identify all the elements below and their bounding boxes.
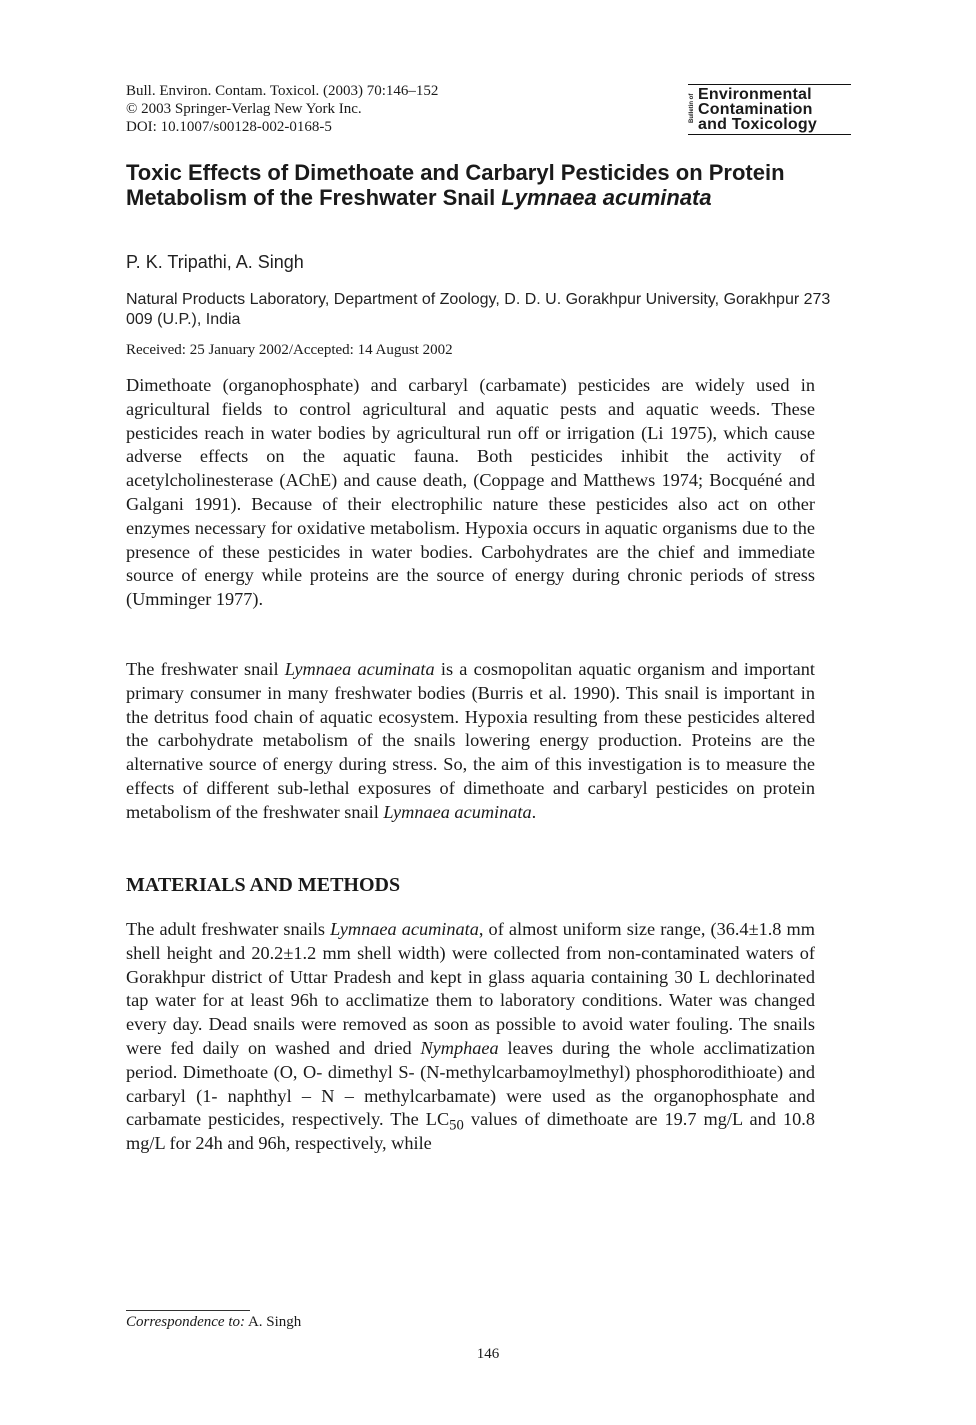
logo-line-1: Environmental bbox=[698, 86, 812, 103]
citation-block bbox=[126, 82, 438, 136]
paragraph-snail: The freshwater snail Lymnaea acuminata is a cosmopolitan aquatic organism and important primary consumer in many freshwater bodies (Burris et al. 1990). This snail is important in the detritus food chain of aquatic ecosystem. Hypoxia resulting from these pesticides altered the carbohydrate metabolism of the snails lowering energy production. Proteins are the alternative source of energy during stress. So, the aim of this investigation is to measure the effects of different sub-lethal exposures of dimethoate and carbaryl pesticides on protein metabolism of the freshwater snail Lymnaea acuminata. bbox=[126, 659, 815, 822]
genus-name: Nymphaea bbox=[420, 1037, 499, 1058]
title-species: Lymnaea acuminata bbox=[501, 185, 712, 210]
logo-line-2: Contamination bbox=[698, 101, 813, 118]
authors: P. K. Tripathi, A. Singh bbox=[126, 252, 304, 272]
section-heading: MATERIALS AND METHODS bbox=[126, 874, 401, 896]
species-name: Lymnaea acuminata bbox=[330, 919, 479, 939]
footnote-label: Correspondence to: bbox=[126, 1314, 246, 1330]
species-name: Lymnaea acuminata bbox=[383, 801, 532, 822]
footnote-divider bbox=[126, 1310, 250, 1311]
footnote-name: A. Singh bbox=[245, 1314, 302, 1330]
received-dates: Received: 25 January 2002/Accepted: 14 August 2002 bbox=[126, 342, 453, 358]
page-number: 146 bbox=[476, 1346, 500, 1362]
doi-line: DOI: 10.1007/s00128-002-0168-5 bbox=[126, 119, 332, 135]
correspondence-footnote bbox=[126, 1314, 301, 1331]
journal-citation: Bull. Environ. Contam. Toxicol. (2003) 70:146–152 bbox=[126, 83, 439, 99]
title-main: Toxic Effects of Dimethoate and Carbaryl Pesticides on Protein Metabolism of the Freshwater Snail bbox=[126, 160, 785, 210]
journal-logo bbox=[688, 84, 851, 135]
affiliation: Natural Products Laboratory, Department of Zoology, D. D. U. Gorakhpur University, Gorakhpur 273 009 (U.P.), India bbox=[126, 291, 831, 328]
logo-vertical-text: Bulletin of bbox=[689, 93, 695, 123]
paper-title bbox=[126, 160, 846, 210]
species-name: Lymnaea acuminata bbox=[284, 659, 435, 679]
paragraph-methods: The adult freshwater snails Lymnaea acuminata, of almost uniform size range, (36.4±1.8 mm shell height and 20.2±1.2 mm shell width) were collected from non-contaminated waters of Gorakhpur district of Uttar Pradesh and kept in glass aquaria containing 30 L dechlorinated tap water for at least 96h to acclimatize them to laboratory conditions. Water was changed every day. Dead snails were removed as soon as possible to avoid water fouling. The snails were fed daily on washed and dried Nymphaea leaves during the whole acclimatization period. Dimethoate (O, O- dimethyl S- (N-methylcarbamoylmethyl) phosphorodithioate) and carbaryl (1- naphthyl – N – methylcarbamate) were used as the organophosphate and carbamate pesticides, respectively. The $LC_{50}$ values of dimethoate are 19.7 mg/L and 10.8 mg/L for 24h and 96h, respectively, while bbox=[126, 919, 815, 1154]
copyright-line: © 2003 Springer-Verlag New York Inc. bbox=[126, 101, 362, 117]
lc-subscript: 50 bbox=[449, 1117, 464, 1134]
paragraph-intro: Dimethoate (organophosphate) and carbaryl (carbamate) pesticides are widely used in agricultural fields to control agricultural and aquatic pests and aquatic weeds. These pesticides reach in water bodies by agricultural run off or irrigation (Li 1975), which cause adverse effects on the aquatic fauna. Both pesticides inhibit the activity of acetylcholinesterase (AChE) and cause death, (Coppage and Matthews 1974; Bocquéné and Galgani 1991). Because of their electrophilic nature these pesticides also act on other enzymes necessary for oxidative metabolism. Hypoxia occurs in aquatic organisms due to the presence of these pesticides in water bodies. Carbohydrates are the chief and immediate source of energy while proteins are the source of energy during chronic periods of stress (Umminger 1977). bbox=[126, 375, 815, 610]
logo-line-3: and Toxicology bbox=[698, 116, 817, 133]
